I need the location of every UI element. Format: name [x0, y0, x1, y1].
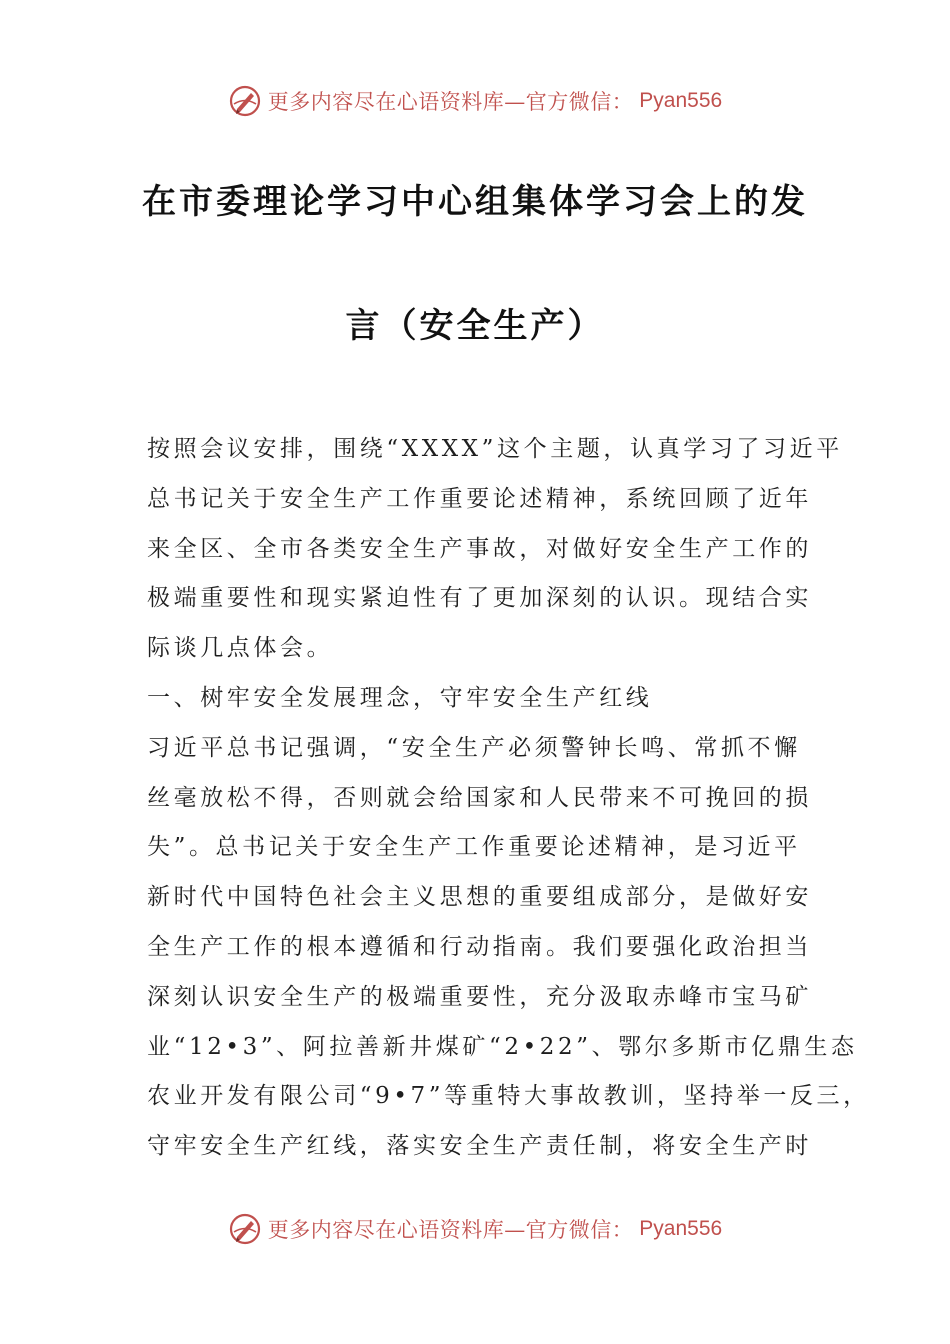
wechat-id: Pyan556: [639, 1217, 723, 1240]
body-line: 新时代中国特色社会主义思想的重要组成部分，是做好安: [147, 884, 812, 911]
body-line: 全生产工作的根本遵循和行动指南。我们要强化政治担当: [147, 933, 812, 960]
wechat-id: Pyan556: [639, 89, 723, 112]
document-body: [147, 425, 870, 1172]
banner-text: 更多内容尽在心语资料库—官方微信：: [267, 90, 634, 114]
body-line: 业“12•3”、阿拉善新井煤矿“2•22”、鄂尔多斯市亿鼎生态: [147, 1033, 858, 1060]
body-line: 习近平总书记强调，“安全生产必须警钟长鸣、常抓不懈: [147, 734, 801, 761]
body-line: 际谈几点体会。: [147, 635, 334, 662]
body-line: 守牢安全生产红线，落实安全生产责任制，将安全生产时: [147, 1133, 812, 1160]
document-title-line-1: 在市委理论学习中心组集体学习会上的发: [142, 182, 808, 222]
body-line: 总书记关于安全生产工作重要论述精神，系统回顾了近年: [147, 485, 812, 512]
document-title-line-2: 言（安全生产）: [345, 306, 605, 346]
footer-banner: [0, 1212, 950, 1246]
body-line: 深刻认识安全生产的极端重要性，充分汲取赤峰市宝马矿: [147, 983, 812, 1010]
section-heading: 一、树牢安全发展理念，守牢安全生产红线: [147, 684, 653, 711]
body-line: 极端重要性和现实紧迫性有了更加深刻的认识。现结合实: [147, 585, 812, 612]
banner-text: 更多内容尽在心语资料库—官方微信：: [267, 1218, 634, 1242]
pen-seal-logo-icon: [228, 84, 262, 118]
body-line: 来全区、全市各类安全生产事故，对做好安全生产工作的: [147, 535, 812, 562]
header-banner: [0, 84, 950, 118]
body-line: 按照会议安排，围绕“XXXX”这个主题，认真学习了习近平: [147, 436, 843, 462]
body-line: 丝毫放松不得，否则就会给国家和人民带来不可挽回的损: [147, 784, 812, 811]
pen-seal-logo-icon: [228, 1212, 262, 1246]
body-line: 农业开发有限公司“9•7”等重特大事故教训，坚持举一反三，: [147, 1083, 870, 1110]
body-line: 失”。总书记关于安全生产工作重要论述精神，是习近平: [147, 834, 801, 861]
